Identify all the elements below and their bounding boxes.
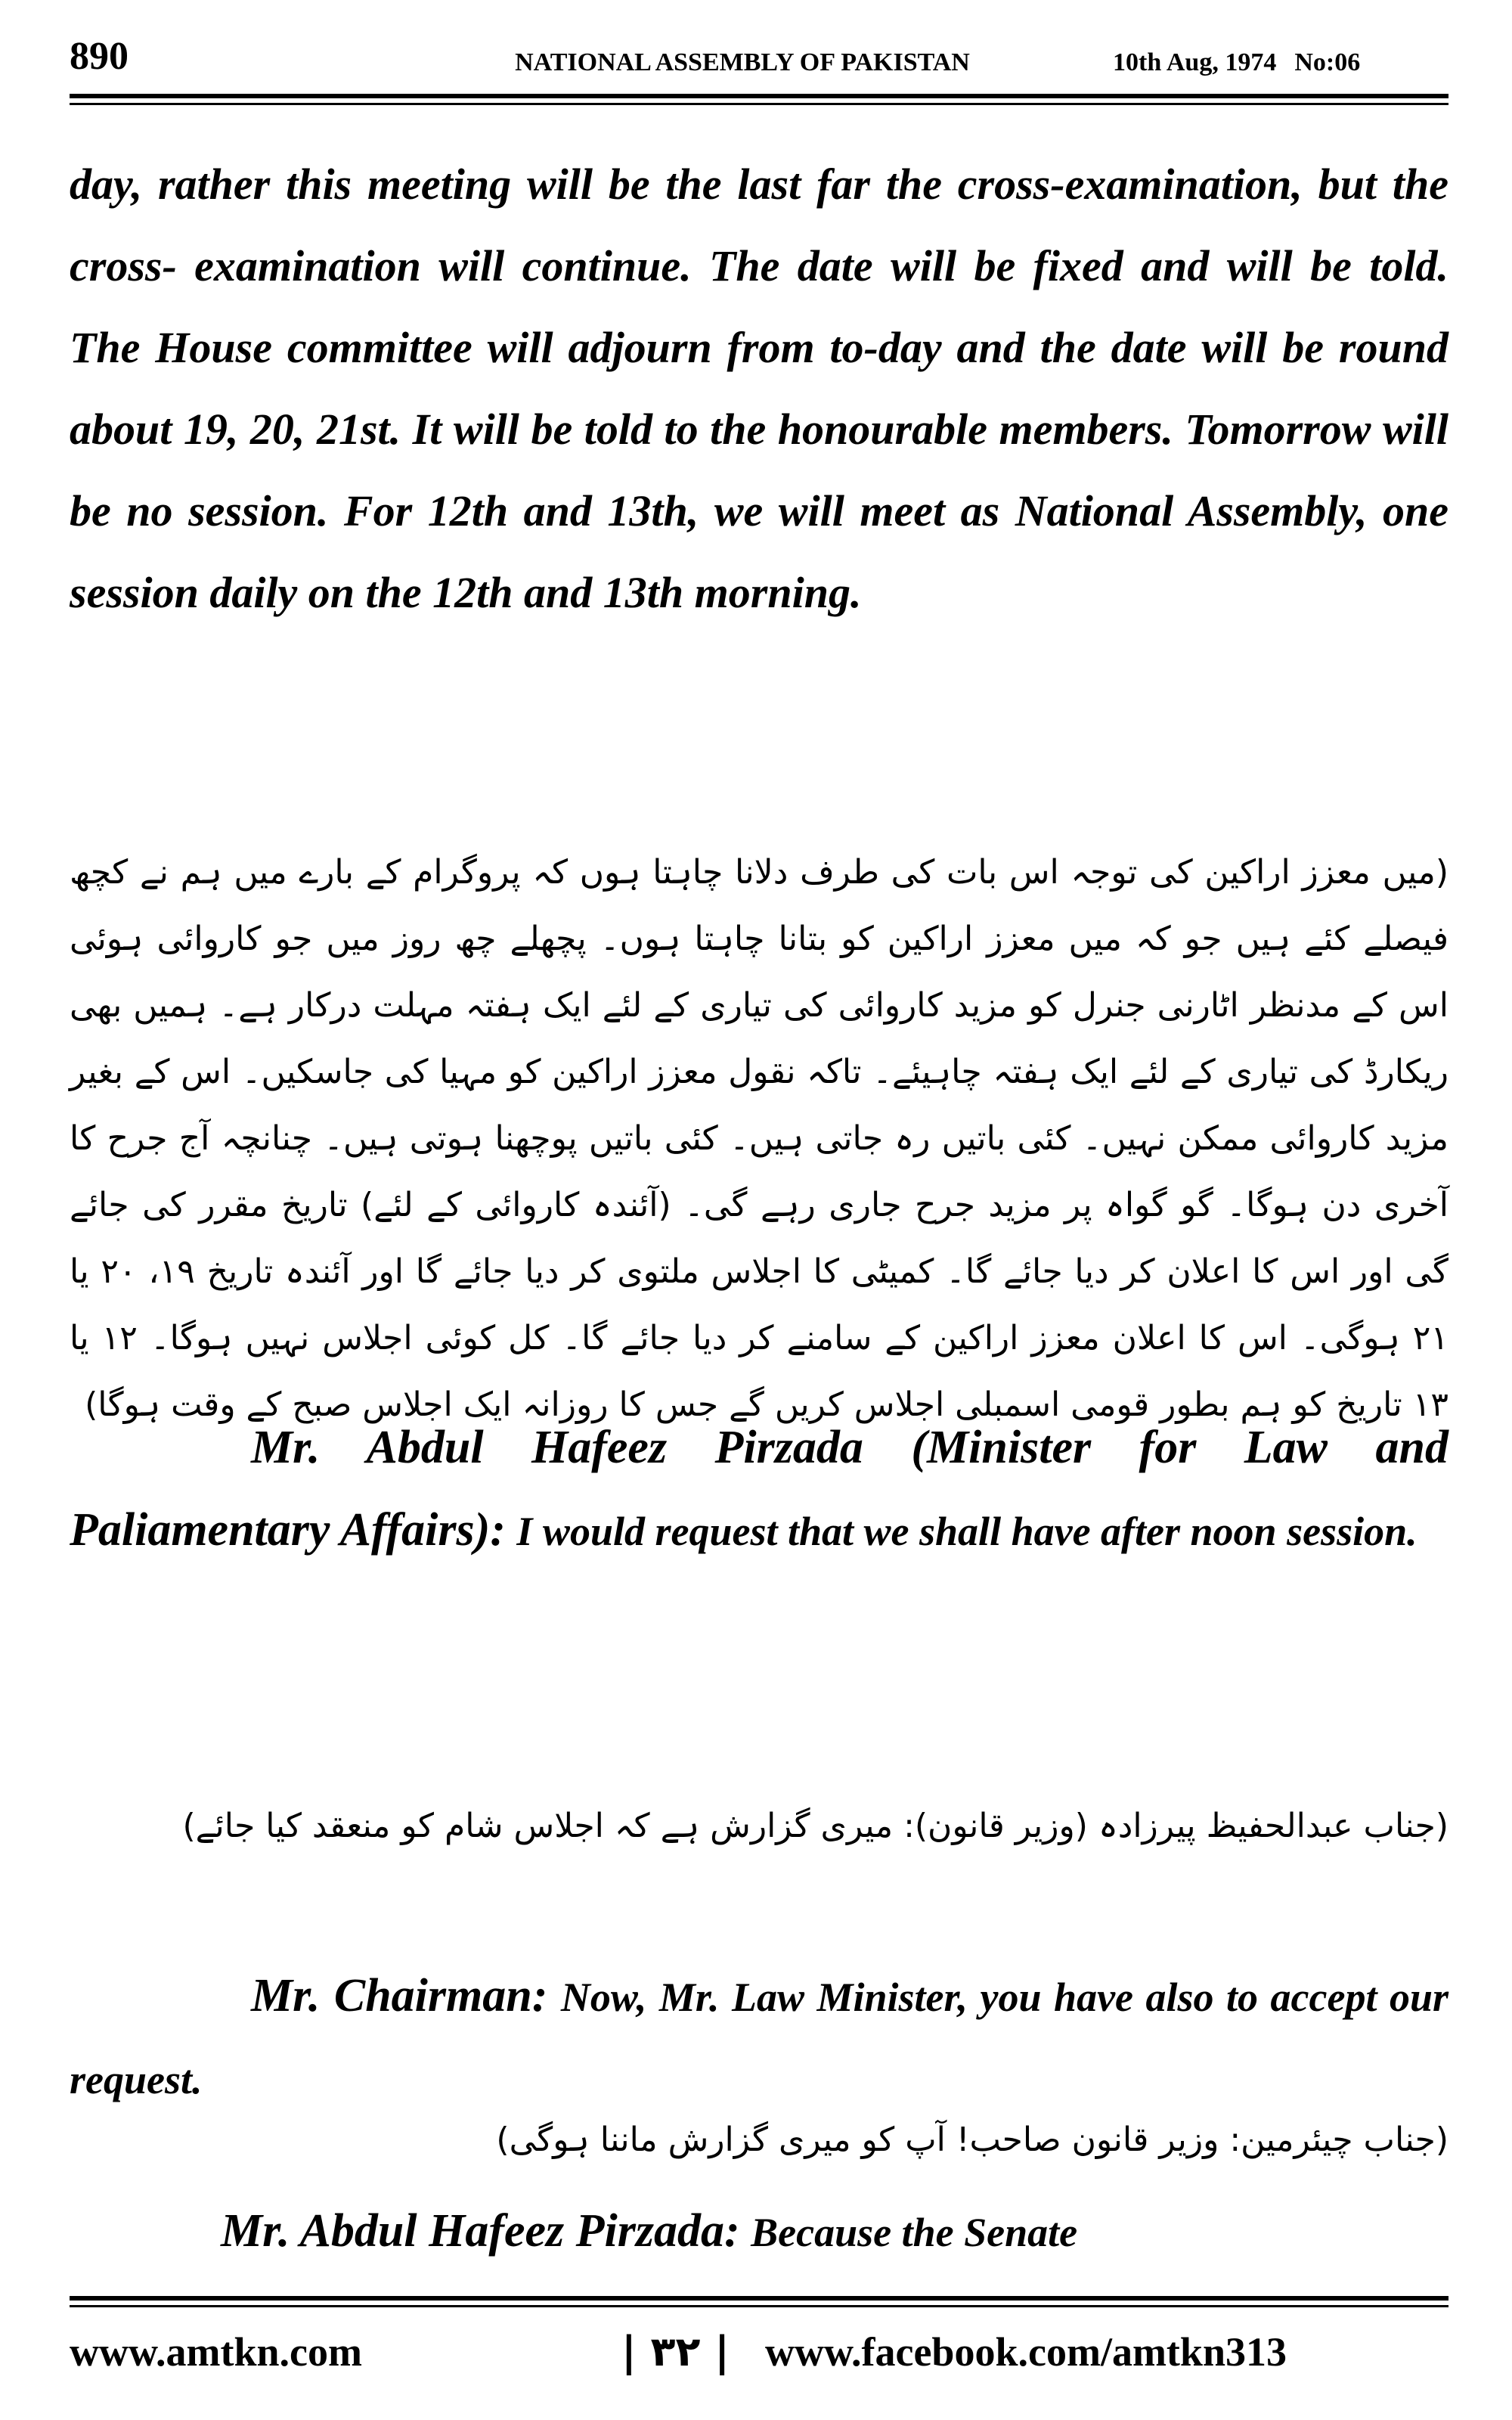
speaker-name: Mr. Abdul Hafeez Pirzada: (221, 2205, 740, 2257)
speech-text: Now, Mr. Law Minister, you have also to accept our request. (70, 1975, 1449, 2102)
website-link[interactable]: www.amtkn.com (70, 2329, 362, 2375)
speech-text: I would request that we shall have after noon session. (516, 1509, 1418, 1554)
header-rule-thick (70, 94, 1448, 98)
english-paragraph-4 (70, 2201, 1448, 2263)
footer-rule-thin (70, 2305, 1448, 2307)
document-page (70, 30, 1448, 2390)
session-date: 10th Aug, 1974 (1113, 48, 1277, 76)
english-paragraph-2 (70, 1407, 1448, 1572)
urdu-paragraph-2: (جناب عبدالحفیظ پیرزادہ (وزیر قانون): میری گزارش ہے کہ اجلاس شام کو منعقد کیا جائے) (182, 1807, 1448, 1845)
facebook-link[interactable]: www.facebook.com/amtkn313 (765, 2329, 1287, 2375)
page-header (70, 30, 1448, 98)
footer-rule-thick (70, 2296, 1448, 2301)
issue-number: No:06 (1294, 48, 1361, 76)
header-rule-thin (70, 103, 1448, 105)
publication-title: NATIONAL ASSEMBLY OF PAKISTAN (515, 48, 970, 76)
urdu-page-number: | ۳۲ | (621, 2328, 730, 2375)
speaker-name: Mr. Chairman: (251, 1970, 548, 2021)
page-footer (70, 2322, 1448, 2382)
speech-text: Because the Senate (751, 2210, 1078, 2255)
urdu-paragraph-1: (میں معزز اراکین کی توجہ اس بات کی طرف دلانا چاہتا ہوں کہ پروگرام کے بارے میں ہم نے کچھ فیصلے کئے ہیں جو کہ میں معزز اراکین کو بتانا چاہتا ہوں۔ پچھلے چھ روز میں جو کاروائی ہوئی اس کے مدنظر اٹارنی جنرل کو مزید کاروائی کی تیاری کے لئے ایک ہفتہ مہلت درکار ہے۔ ہمیں بھی ریکارڈ کی تیاری کے لئے ایک ہفتہ چاہیئے۔ تاکہ نقول معزز اراکین کو مہیا کی جاسکیں۔ اس کے بغیر مزید کاروائی ممکن نہیں۔ کئی باتیں رہ جاتی ہیں۔ کئی باتیں پوچھنا ہوتی ہیں۔ چنانچہ آج جرح کا آخری دن ہوگا۔ گو گواہ پر مزید جرح جاری رہے گی۔ (آئندہ کاروائی کے لئے) تاریخ مقرر کی جائے گی اور اس کا اعلان کر دیا جائے گا۔ کمیٹی کا اجلاس ملتوی کر دیا جائے گا اور آئندہ تاریخ ۱۹، ۲۰ یا ۲۱ ہوگی۔ اس کا اعلان معزز اراکین کے سامنے کر دیا جائے گا۔ کل کوئی اجلاس نہیں ہوگا۔ ۱۲ یا ۱۳ تاریخ کو ہم بطور قومی اسمبلی اجلاس کریں گے جس کا روزانہ ایک اجلاس صبح کے وقت ہوگا) (70, 853, 1449, 1424)
english-paragraph-3 (70, 1955, 1448, 2121)
urdu-paragraph-3: (جناب چیئرمین: وزیر قانون صاحب! آپ کو میری گزارش ماننا ہوگی) (496, 2121, 1448, 2159)
page-number: 890 (70, 35, 129, 78)
speaker-name: Mr. Abdul Hafeez Pirzada (Minister for Law and Paliamentary Affairs): (70, 1422, 1448, 1556)
english-paragraph-1: day, rather this meeting will be the last far the cross-examination, but the cross- examination will continue. The date will be fixed and will be told. The House committee will adjourn from to-day and the date will be round about 19, 20, 21st. It will be told to the honourable members. Tomorrow will be no session. For 12th and 13th, we will meet as National Assembly, one session daily on the 12th and 13th morning. (70, 160, 1448, 617)
running-head (402, 44, 1360, 82)
